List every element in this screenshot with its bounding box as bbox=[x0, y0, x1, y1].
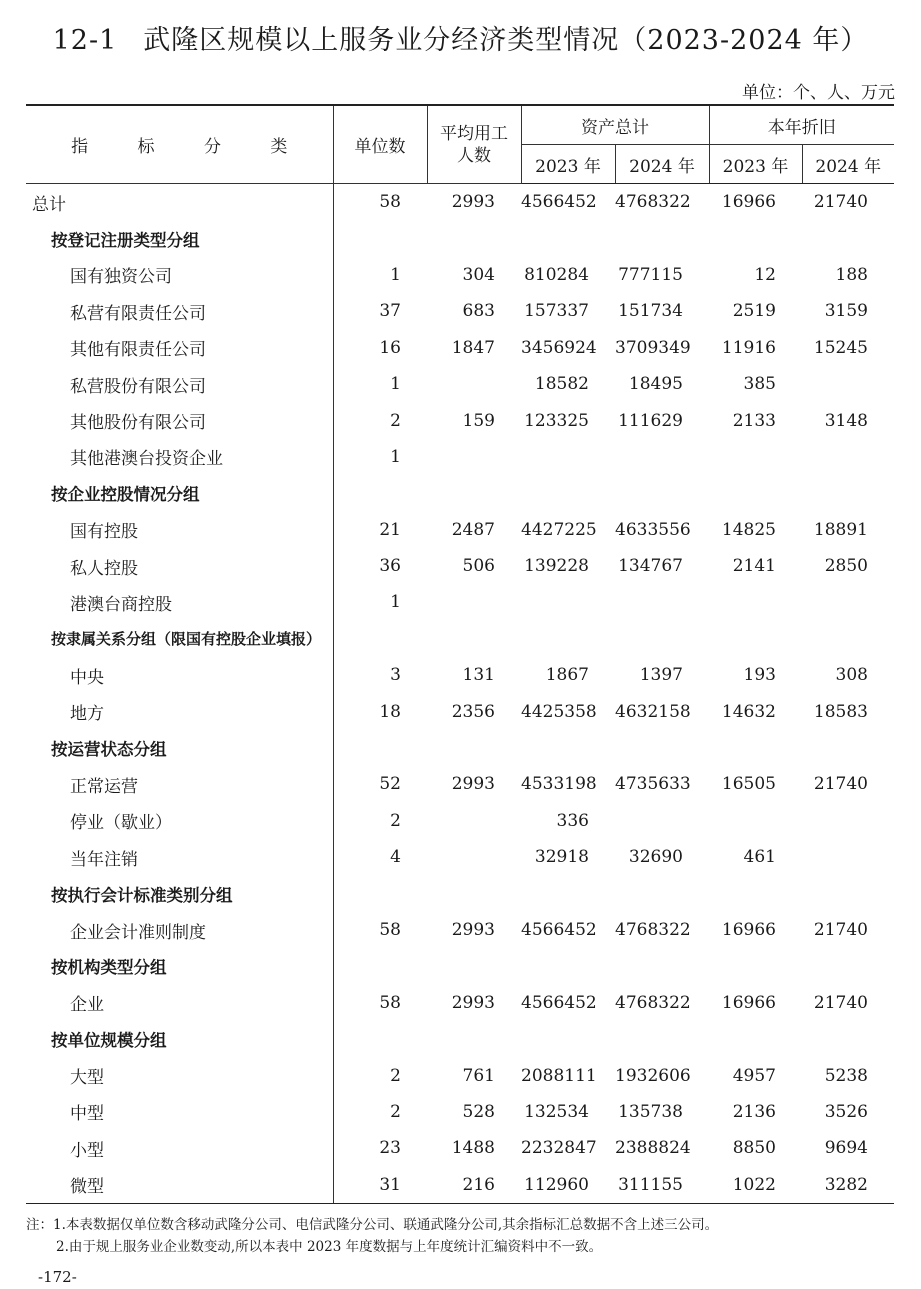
assets-2024-cell: 151734 bbox=[618, 301, 683, 322]
header-employees-text: 平均用工人数 bbox=[440, 123, 508, 166]
assets-2024-cell bbox=[615, 948, 709, 984]
unit-note: 单位：个、人、万元 bbox=[742, 83, 895, 103]
assets-2024-cell bbox=[615, 584, 709, 620]
assets-2024-cell: 1397 bbox=[639, 665, 683, 686]
depreciation-2024-cell: 5238 bbox=[824, 1065, 868, 1086]
assets-2024-cell: 111629 bbox=[618, 410, 683, 431]
depreciation-2023-cell: 461 bbox=[743, 847, 776, 868]
row-label: 国有独资公司 bbox=[70, 267, 172, 288]
depreciation-2024-cell bbox=[802, 730, 894, 766]
assets-2024-cell: 1932606 bbox=[615, 1065, 691, 1086]
header-depreciation-2024: 2024 年 bbox=[802, 145, 894, 184]
assets-2023-cell: 3456924 bbox=[521, 337, 597, 358]
table-number: 12-1 bbox=[52, 25, 118, 56]
depreciation-2023-cell bbox=[709, 475, 802, 511]
table-row bbox=[26, 1057, 894, 1093]
units-cell: 58 bbox=[333, 985, 427, 1021]
employees-cell: 2993 bbox=[451, 992, 495, 1013]
depreciation-2024-cell bbox=[802, 839, 894, 875]
group-row bbox=[26, 730, 894, 766]
assets-2023-cell bbox=[521, 1021, 615, 1057]
depreciation-2023-cell: 2141 bbox=[732, 556, 776, 577]
row-label: 其他港澳台投资企业 bbox=[70, 449, 223, 470]
units-cell: 52 bbox=[333, 766, 427, 802]
employees-cell bbox=[427, 621, 521, 657]
assets-2024-cell bbox=[615, 439, 709, 475]
assets-2023-cell: 810284 bbox=[524, 264, 589, 285]
group-row bbox=[26, 220, 894, 256]
total-row bbox=[26, 184, 894, 221]
table-row bbox=[26, 293, 894, 329]
row-label: 地方 bbox=[70, 704, 104, 725]
depreciation-2024-cell bbox=[802, 439, 894, 475]
employees-cell bbox=[427, 803, 521, 839]
table-title: 武隆区规模以上服务业分经济类型情况（2023-2024 年） bbox=[143, 25, 869, 56]
depreciation-2024-cell: 308 bbox=[835, 665, 868, 686]
employees-cell bbox=[427, 220, 521, 256]
depreciation-2023-cell: 1022 bbox=[709, 1167, 802, 1204]
assets-2023-cell: 4427225 bbox=[521, 519, 597, 540]
employees-cell bbox=[427, 475, 521, 511]
footnote-2: 2.由于规上服务业企业数变动,所以本表中 2023 年度数据与上年度统计汇编资料中不一致。 bbox=[56, 1239, 603, 1255]
employees-cell: 528 bbox=[462, 1101, 495, 1122]
depreciation-2024-cell bbox=[802, 875, 894, 911]
employees-cell: 683 bbox=[462, 301, 495, 322]
header-assets: 资产总计 bbox=[521, 105, 709, 145]
table-row bbox=[26, 584, 894, 620]
page-title bbox=[0, 18, 921, 57]
header-assets-2024: 2024 年 bbox=[615, 145, 709, 184]
depreciation-2024-cell: 21740 bbox=[813, 992, 868, 1013]
assets-2024-cell bbox=[615, 475, 709, 511]
depreciation-2023-cell bbox=[709, 220, 802, 256]
units-cell: 36 bbox=[333, 548, 427, 584]
group-row bbox=[26, 621, 894, 657]
assets-2024-cell: 4633556 bbox=[615, 519, 691, 540]
depreciation-2023-cell: 16966 bbox=[721, 992, 776, 1013]
depreciation-2023-cell bbox=[709, 439, 802, 475]
row-label: 企业 bbox=[70, 995, 104, 1016]
depreciation-2024-cell: 21740 bbox=[813, 920, 868, 940]
depreciation-2024-cell: 18891 bbox=[813, 519, 868, 540]
assets-2024-cell: 777115 bbox=[618, 264, 683, 285]
depreciation-2024-cell bbox=[802, 366, 894, 402]
row-label: 按隶属关系分组（限国有控股企业填报） bbox=[51, 630, 322, 649]
depreciation-2024-cell: 21740 bbox=[813, 774, 868, 795]
assets-2023-cell bbox=[521, 621, 615, 657]
depreciation-2023-cell: 12 bbox=[754, 264, 776, 285]
units-cell bbox=[333, 220, 427, 256]
depreciation-2024-cell: 2850 bbox=[824, 556, 868, 577]
row-label: 小型 bbox=[70, 1140, 104, 1161]
assets-2023-cell: 18582 bbox=[534, 374, 589, 395]
assets-2024-cell: 4768322 bbox=[615, 920, 691, 940]
table-row bbox=[26, 257, 894, 293]
units-cell bbox=[333, 875, 427, 911]
depreciation-2024-cell: 3148 bbox=[824, 410, 868, 431]
assets-2023-cell: 139228 bbox=[524, 556, 589, 577]
table-body bbox=[26, 184, 894, 1204]
depreciation-2024-cell bbox=[802, 584, 894, 620]
assets-2024-cell: 135738 bbox=[618, 1101, 683, 1122]
employees-cell bbox=[427, 1021, 521, 1057]
row-label: 国有控股 bbox=[70, 522, 138, 543]
employees-cell bbox=[427, 730, 521, 766]
statistics-table bbox=[26, 104, 894, 1204]
group-row bbox=[26, 1021, 894, 1057]
employees-cell: 304 bbox=[462, 264, 495, 285]
table-row bbox=[26, 366, 894, 402]
row-label: 正常运营 bbox=[70, 776, 138, 797]
header-assets-2023: 2023 年 bbox=[521, 145, 615, 184]
header-depreciation: 本年折旧 bbox=[709, 105, 894, 145]
assets-2024-cell: 4632158 bbox=[615, 701, 691, 722]
table-row bbox=[26, 766, 894, 802]
units-cell bbox=[333, 948, 427, 984]
table-row bbox=[26, 1094, 894, 1130]
units-cell bbox=[333, 1021, 427, 1057]
employees-cell bbox=[427, 366, 521, 402]
employees-cell: 2993 bbox=[451, 774, 495, 795]
page-number: -172- bbox=[38, 1268, 77, 1286]
assets-2024-cell: 32690 bbox=[628, 847, 683, 868]
row-label: 私营有限责任公司 bbox=[70, 303, 206, 324]
units-cell: 18 bbox=[333, 693, 427, 729]
row-label: 按执行会计标准类别分组 bbox=[51, 885, 233, 905]
employees-cell: 2993 bbox=[451, 920, 495, 940]
assets-2024-cell: 4768322 bbox=[615, 192, 691, 213]
assets-2023-cell: 123325 bbox=[524, 410, 589, 431]
footnote-1: 注：1.本表数据仅单位数含移动武隆分公司、电信武隆分公司、联通武隆分公司,其余指标汇总数据不含上述三公司。 bbox=[26, 1217, 719, 1233]
assets-2023-cell: 112960 bbox=[521, 1167, 615, 1204]
assets-2023-cell: 32918 bbox=[534, 847, 589, 868]
table-row bbox=[26, 439, 894, 475]
employees-cell: 1847 bbox=[451, 337, 495, 358]
footnotes bbox=[26, 1214, 906, 1258]
depreciation-2023-cell: 8850 bbox=[732, 1138, 776, 1159]
employees-cell bbox=[427, 439, 521, 475]
depreciation-2023-cell bbox=[709, 584, 802, 620]
employees-cell: 131 bbox=[462, 665, 495, 686]
units-cell: 1 bbox=[333, 366, 427, 402]
row-label: 按运营状态分组 bbox=[51, 740, 167, 760]
depreciation-2023-cell: 16966 bbox=[721, 920, 776, 940]
employees-cell: 159 bbox=[462, 410, 495, 431]
assets-2023-cell: 336 bbox=[556, 810, 589, 831]
assets-2023-cell: 2088111 bbox=[521, 1065, 597, 1086]
depreciation-2024-cell: 9694 bbox=[824, 1138, 868, 1159]
depreciation-2023-cell bbox=[709, 948, 802, 984]
assets-2024-cell bbox=[615, 803, 709, 839]
depreciation-2023-cell: 11916 bbox=[721, 337, 776, 358]
units-cell: 21 bbox=[333, 512, 427, 548]
units-cell: 2 bbox=[333, 1057, 427, 1093]
group-row bbox=[26, 875, 894, 911]
units-cell: 58 bbox=[333, 912, 427, 948]
table-row bbox=[26, 330, 894, 366]
assets-2023-cell bbox=[521, 875, 615, 911]
units-cell: 3 bbox=[333, 657, 427, 693]
depreciation-2023-cell bbox=[709, 730, 802, 766]
table-row bbox=[26, 1167, 894, 1204]
depreciation-2023-cell: 14825 bbox=[721, 519, 776, 540]
assets-2023-cell: 4533198 bbox=[521, 774, 597, 795]
assets-2023-cell: 1867 bbox=[545, 665, 589, 686]
units-cell: 58 bbox=[333, 184, 427, 221]
assets-2024-cell bbox=[615, 220, 709, 256]
table-row bbox=[26, 693, 894, 729]
employees-cell: 1488 bbox=[451, 1138, 495, 1159]
row-label: 总计 bbox=[32, 194, 66, 215]
group-row bbox=[26, 948, 894, 984]
table-row bbox=[26, 912, 894, 948]
assets-2024-cell: 3709349 bbox=[615, 337, 691, 358]
units-cell: 2 bbox=[333, 1094, 427, 1130]
header-units: 单位数 bbox=[333, 105, 427, 184]
assets-2023-cell: 157337 bbox=[524, 301, 589, 322]
header-indicator: 指 标 分 类 bbox=[26, 105, 333, 184]
depreciation-2023-cell: 193 bbox=[743, 665, 776, 686]
employees-cell bbox=[427, 875, 521, 911]
units-cell: 1 bbox=[333, 584, 427, 620]
employees-cell: 2487 bbox=[451, 519, 495, 540]
assets-2023-cell bbox=[521, 220, 615, 256]
assets-2023-cell bbox=[521, 584, 615, 620]
table-row bbox=[26, 512, 894, 548]
depreciation-2023-cell bbox=[709, 875, 802, 911]
row-label: 按登记注册类型分组 bbox=[51, 230, 200, 250]
row-label: 中央 bbox=[70, 667, 104, 688]
units-cell: 23 bbox=[333, 1130, 427, 1166]
assets-2023-cell bbox=[521, 439, 615, 475]
assets-2023-cell bbox=[521, 730, 615, 766]
row-label: 微型 bbox=[26, 1167, 333, 1204]
units-cell: 2 bbox=[333, 803, 427, 839]
depreciation-2023-cell bbox=[709, 803, 802, 839]
table-row bbox=[26, 548, 894, 584]
assets-2023-cell: 132534 bbox=[524, 1101, 589, 1122]
assets-2023-cell: 4566452 bbox=[521, 192, 597, 213]
units-cell: 37 bbox=[333, 293, 427, 329]
row-label: 大型 bbox=[70, 1068, 104, 1089]
header-employees bbox=[427, 105, 521, 184]
row-label: 私营股份有限公司 bbox=[70, 376, 206, 397]
employees-cell bbox=[427, 839, 521, 875]
depreciation-2024-cell: 3282 bbox=[802, 1167, 894, 1204]
depreciation-2023-cell: 16966 bbox=[721, 192, 776, 213]
depreciation-2023-cell bbox=[709, 621, 802, 657]
row-label: 当年注销 bbox=[70, 849, 138, 870]
assets-2024-cell: 2388824 bbox=[615, 1138, 691, 1159]
depreciation-2024-cell: 21740 bbox=[813, 192, 868, 213]
row-label: 按机构类型分组 bbox=[51, 958, 167, 978]
assets-2024-cell: 18495 bbox=[628, 374, 683, 395]
row-label: 按单位规模分组 bbox=[51, 1031, 167, 1051]
depreciation-2024-cell: 188 bbox=[835, 264, 868, 285]
table-row bbox=[26, 985, 894, 1021]
depreciation-2023-cell: 2133 bbox=[732, 410, 776, 431]
units-cell bbox=[333, 475, 427, 511]
units-cell bbox=[333, 621, 427, 657]
depreciation-2024-cell: 18583 bbox=[813, 701, 868, 722]
row-label: 按企业控股情况分组 bbox=[51, 485, 200, 505]
depreciation-2023-cell: 2136 bbox=[732, 1101, 776, 1122]
units-cell: 1 bbox=[333, 257, 427, 293]
depreciation-2024-cell bbox=[802, 948, 894, 984]
row-label: 私人控股 bbox=[70, 558, 138, 579]
depreciation-2024-cell bbox=[802, 1021, 894, 1057]
depreciation-2023-cell bbox=[709, 1021, 802, 1057]
units-cell: 2 bbox=[333, 402, 427, 438]
assets-2024-cell bbox=[615, 621, 709, 657]
assets-2024-cell: 4768322 bbox=[615, 992, 691, 1013]
assets-2023-cell bbox=[521, 475, 615, 511]
header-depreciation-2023: 2023 年 bbox=[709, 145, 802, 184]
table-header bbox=[26, 105, 894, 184]
depreciation-2024-cell bbox=[802, 475, 894, 511]
table-row bbox=[26, 803, 894, 839]
row-label: 港澳台商控股 bbox=[70, 594, 172, 615]
table-row bbox=[26, 402, 894, 438]
table-row bbox=[26, 657, 894, 693]
depreciation-2024-cell bbox=[802, 220, 894, 256]
assets-2023-cell: 4566452 bbox=[521, 920, 597, 940]
assets-2024-cell bbox=[615, 730, 709, 766]
units-cell bbox=[333, 730, 427, 766]
depreciation-2023-cell: 14632 bbox=[721, 701, 776, 722]
units-cell: 31 bbox=[333, 1167, 427, 1204]
employees-cell bbox=[427, 948, 521, 984]
table-row bbox=[26, 1130, 894, 1166]
row-label: 中型 bbox=[70, 1104, 104, 1125]
employees-cell: 216 bbox=[427, 1167, 521, 1204]
row-label: 其他有限责任公司 bbox=[70, 340, 206, 361]
employees-cell bbox=[427, 584, 521, 620]
assets-2023-cell: 2232847 bbox=[521, 1138, 597, 1159]
employees-cell: 2993 bbox=[451, 192, 495, 213]
assets-2024-cell: 134767 bbox=[618, 556, 683, 577]
depreciation-2023-cell: 16505 bbox=[721, 774, 776, 795]
group-row bbox=[26, 475, 894, 511]
employees-cell: 761 bbox=[462, 1065, 495, 1086]
depreciation-2024-cell bbox=[802, 803, 894, 839]
assets-2024-cell bbox=[615, 1021, 709, 1057]
depreciation-2024-cell: 3159 bbox=[824, 301, 868, 322]
assets-2023-cell bbox=[521, 948, 615, 984]
employees-cell: 506 bbox=[462, 556, 495, 577]
depreciation-2023-cell: 4957 bbox=[732, 1065, 776, 1086]
row-label: 其他股份有限公司 bbox=[70, 413, 206, 434]
depreciation-2024-cell: 15245 bbox=[813, 337, 868, 358]
depreciation-2024-cell: 3526 bbox=[824, 1101, 868, 1122]
assets-2023-cell: 4566452 bbox=[521, 992, 597, 1013]
assets-2023-cell: 4425358 bbox=[521, 701, 597, 722]
table-row bbox=[26, 839, 894, 875]
depreciation-2024-cell bbox=[802, 621, 894, 657]
assets-2024-cell bbox=[615, 875, 709, 911]
units-cell: 4 bbox=[333, 839, 427, 875]
units-cell: 1 bbox=[333, 439, 427, 475]
assets-2024-cell: 311155 bbox=[615, 1167, 709, 1204]
assets-2024-cell: 4735633 bbox=[615, 774, 691, 795]
row-label: 企业会计准则制度 bbox=[70, 922, 206, 943]
employees-cell: 2356 bbox=[451, 701, 495, 722]
depreciation-2023-cell: 2519 bbox=[732, 301, 776, 322]
row-label: 停业（歇业） bbox=[70, 813, 172, 834]
units-cell: 16 bbox=[333, 330, 427, 366]
depreciation-2023-cell: 385 bbox=[743, 374, 776, 395]
